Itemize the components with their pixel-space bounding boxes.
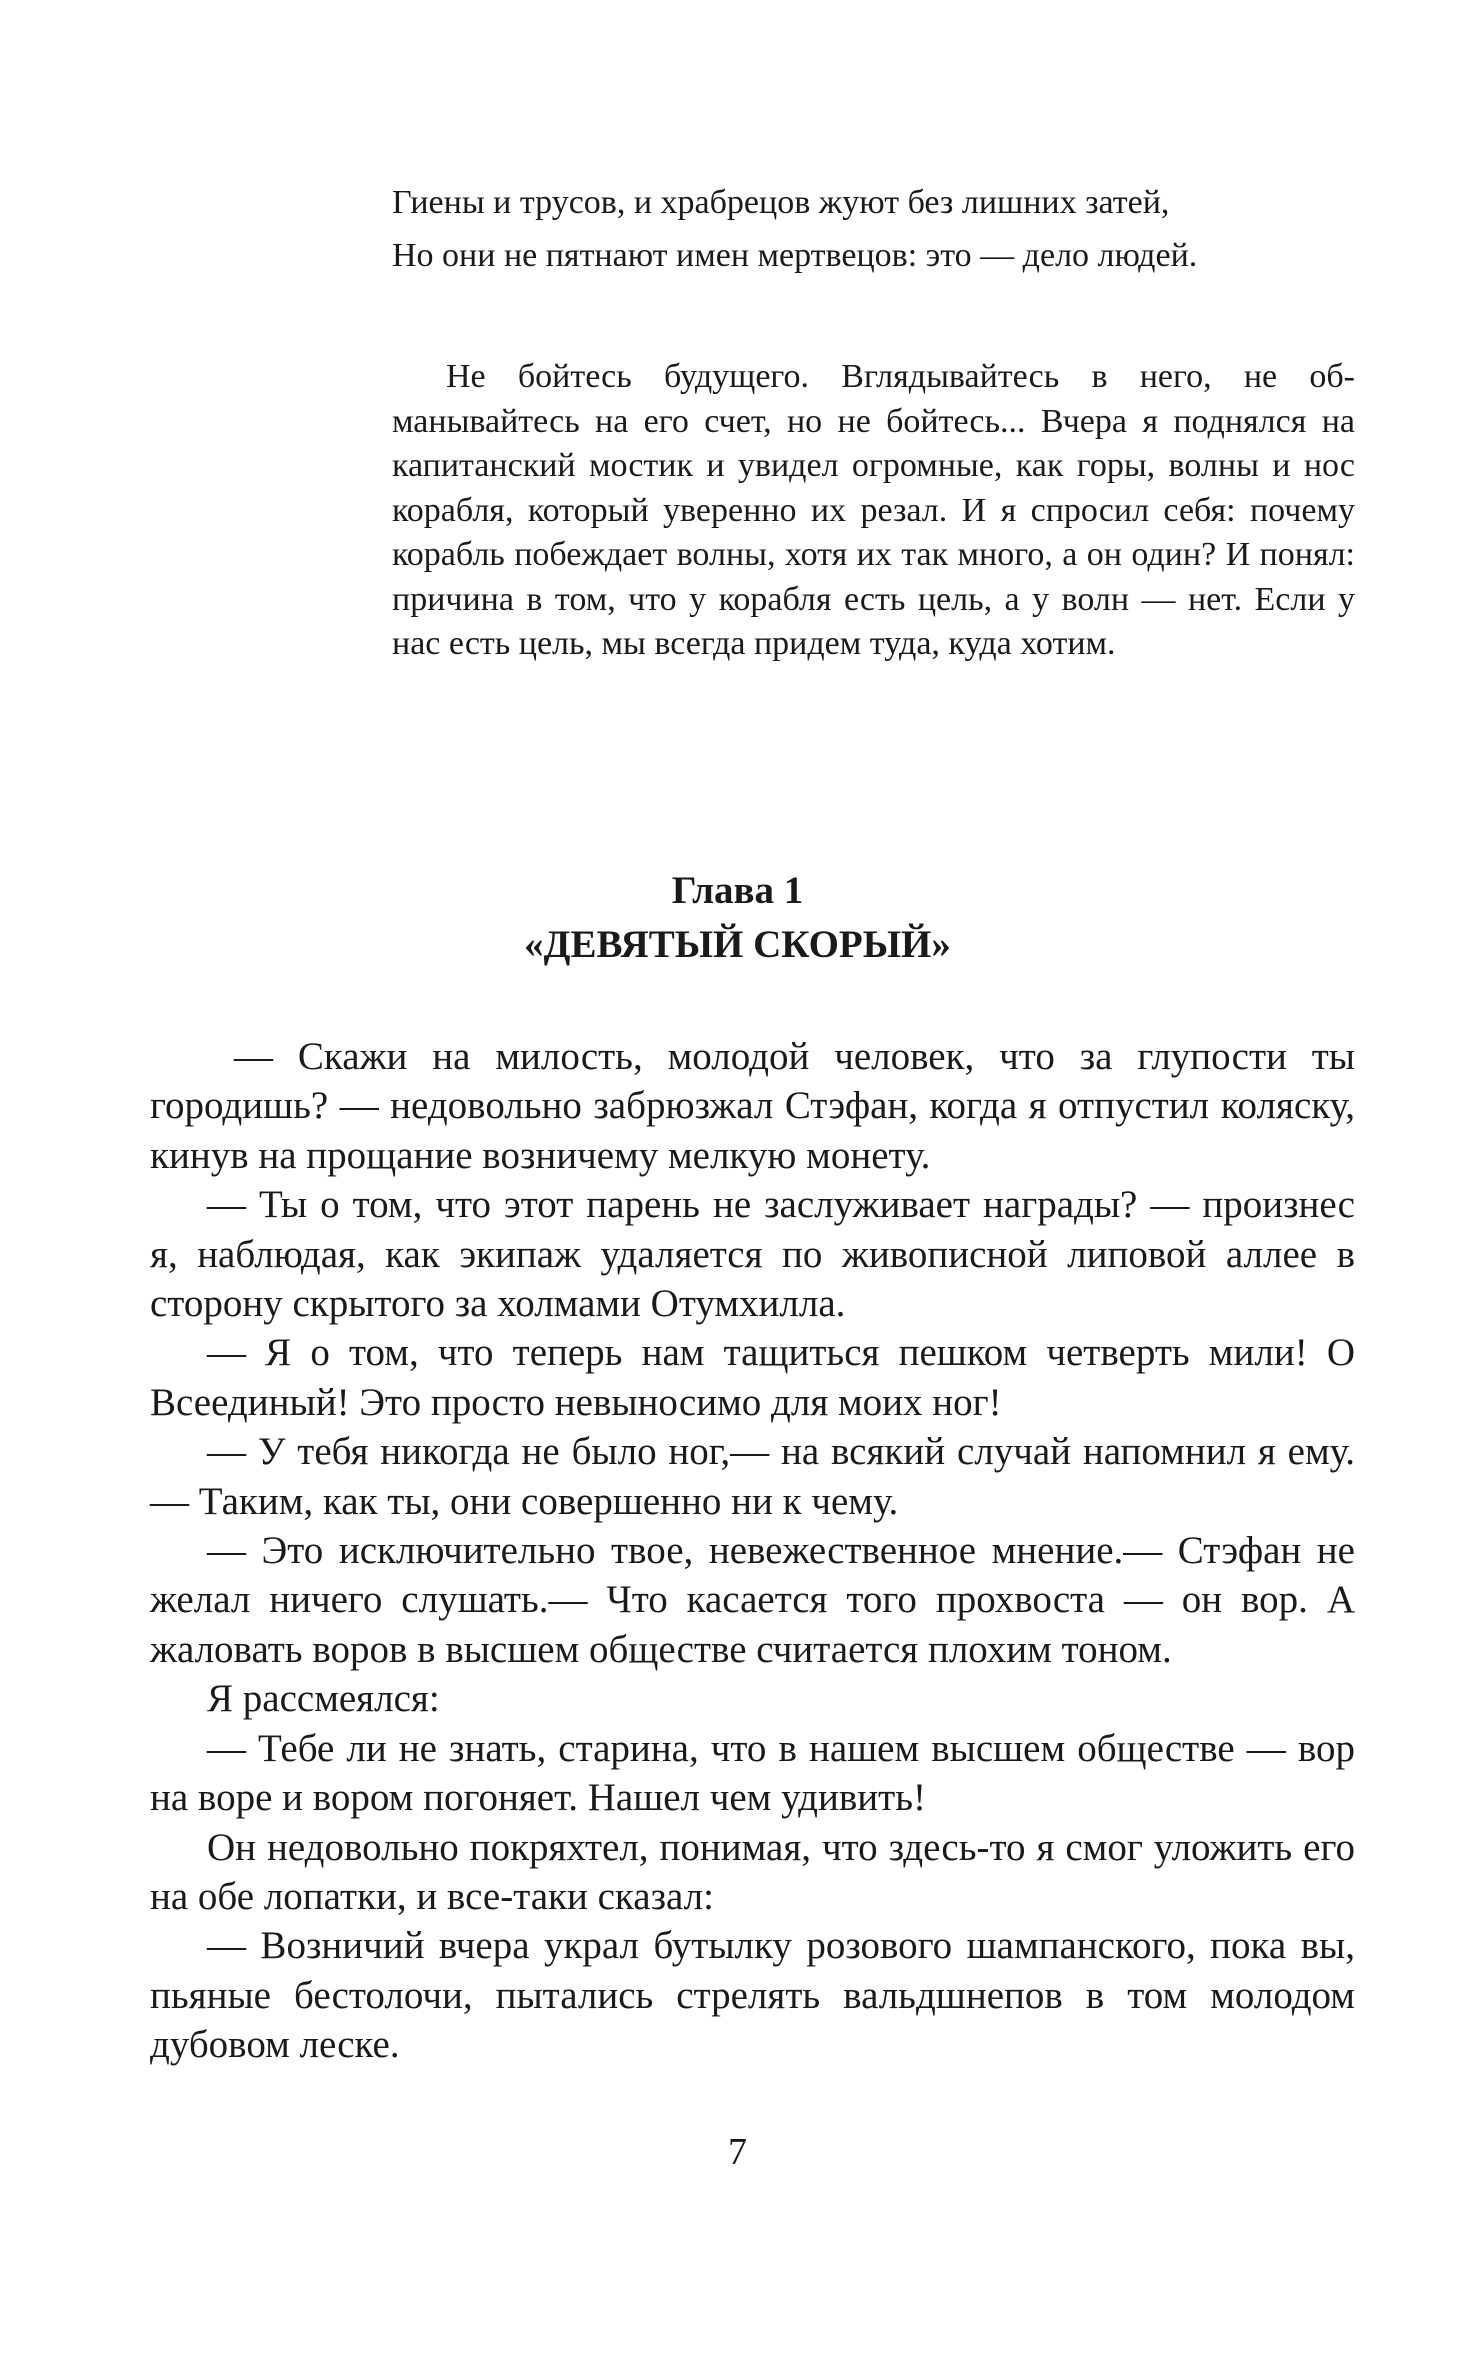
- paragraph: Он недовольно покряхтел, понимая, что здесь-то я смог уложить его на обе лопатки, и все-таки сказал:: [150, 1825, 1355, 1918]
- paragraph: — Я о том, что теперь нам тащиться пешком четверть мили! О Всеединый! Это просто невыносимо для моих ног!: [150, 1331, 1355, 1424]
- epigraph-line: Гиены и трусов, и храбрецов жуют без лишних затей,: [392, 184, 1170, 221]
- page-number: 7: [728, 2131, 747, 2173]
- paragraph: — Ты о том, что этот парень не заслуживает награды? — произнес я, наблюдая, как экипаж удаляется по живописной липовой аллее в сторону скрытого за холмами Отумхилла.: [150, 1183, 1355, 1326]
- epigraph-line: Но они не пятнают имен мертвецов: это — дело людей.: [392, 237, 1198, 274]
- paragraph: — Возничий вчера украл бутылку розового шампанского, пока вы, пьяные бестолочи, пытались стрелять вальдшнепов в том молодом дубовом леске.: [150, 1924, 1355, 2067]
- paragraph: Я рассмеялся:: [207, 1677, 440, 1721]
- paragraph: — Тебе ли не знать, старина, что в нашем высшем обществе — вор на воре и вором погоняет. Нашел чем удивить!: [150, 1726, 1355, 1820]
- chapter-body: [150, 1032, 1355, 2070]
- paragraph: — Скажи на милость, молодой человек, что за глупости ты городишь? — недовольно забрюзжал Стэфан, когда я отпустил коляску, кинув на прощание возничему мелкую монету.: [150, 1035, 1355, 1177]
- epigraph-quote: Не бойтесь будущего. Вглядывайтесь в него, не обманывайтесь на его счет, но не бойтесь... Вчера я поднялся на капитанский мостик и увидел огромные, как горы, волны и нос корабля, который уверенно их резал. И я спросил себя: почему корабль побеждает волны, хотя их так много, а он один? И понял: причина в том, что у корабля есть цель, а у волн — нет. Если у нас есть цель, мы всегда придем туда, куда хотим.: [392, 358, 1355, 662]
- paragraph: — Это исключительно твое, невежественное мнение.— Стэфан не желал ничего слушать.— Что касается того прохвоста — он вор. А жаловать воров в высшем обществе считается плохим тоном.: [150, 1529, 1355, 1671]
- chapter-number: Глава 1: [671, 869, 804, 912]
- chapter-title: «ДЕВЯТЫЙ СКОРЫЙ»: [524, 923, 951, 966]
- paragraph: — У тебя никогда не было ног,— на всякий случай напомнил я ему.— Таким, как ты, они совершенно ни к чему.: [150, 1430, 1355, 1523]
